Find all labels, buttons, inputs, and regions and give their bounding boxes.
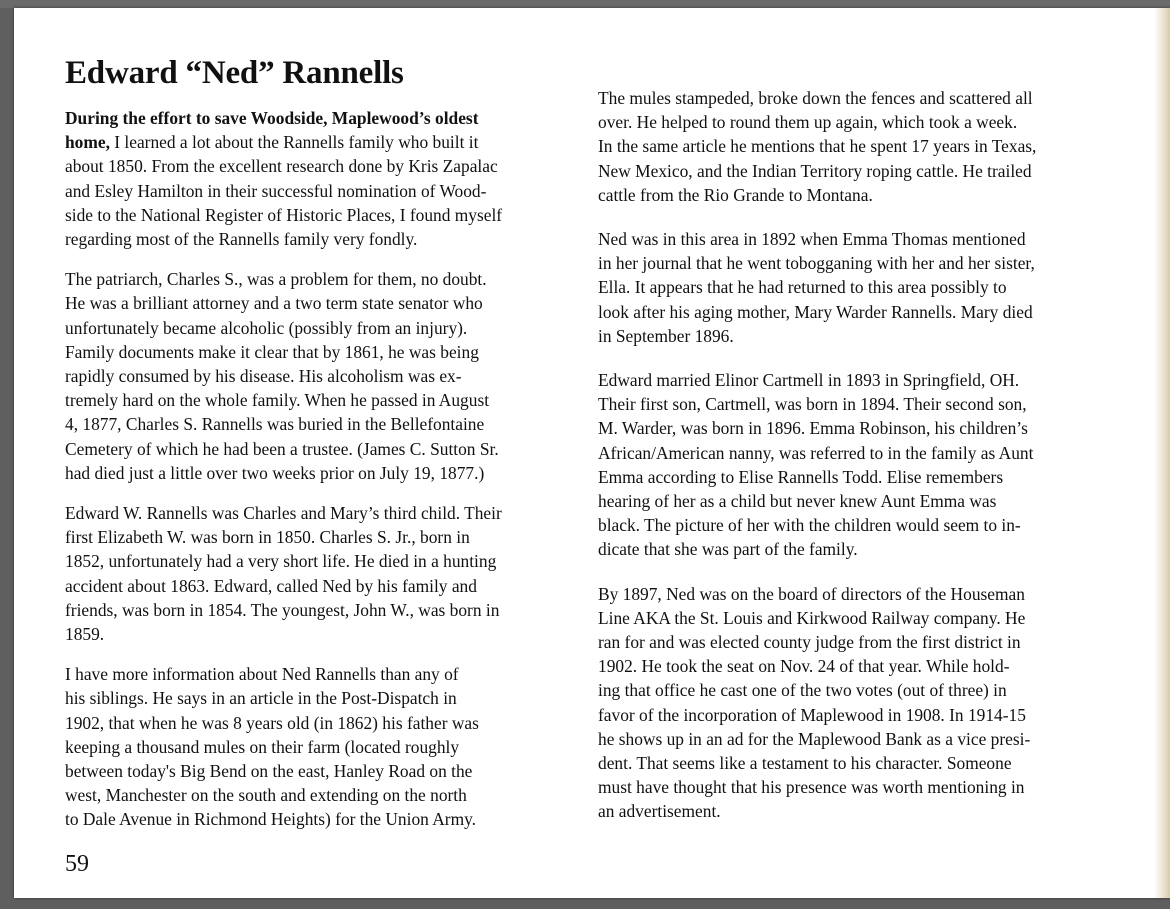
text-line: rapidly consumed by his disease. His alcoholism was ex- (65, 366, 462, 387)
text-line: Ella. It appears that he had returned to this area possibly to (598, 277, 1007, 298)
text-line: By 1897, Ned was on the board of directors of the Houseman (598, 583, 1025, 604)
text-line: dicate that she was part of the family. (598, 539, 858, 560)
text-line: look after his aging mother, Mary Warder Rannells. Mary died (598, 301, 1033, 322)
text-line: an advertisement. (598, 801, 721, 822)
viewer-top-bar (0, 0, 1170, 8)
text-line: Cemetery of which he had been a trustee. (James C. Sutton Sr. (65, 438, 499, 459)
text-line: to Dale Avenue in Richmond Heights) for the Union Army. (65, 809, 477, 830)
left-column (65, 106, 595, 832)
text-line: in September 1896. (598, 325, 734, 346)
text-fragment: I learned a lot about the Rannells family who built it (109, 132, 479, 153)
text-line: keeping a thousand mules on their farm (located roughly (65, 736, 460, 757)
adjacent-page-edge (1154, 8, 1170, 898)
text-line: Family documents make it clear that by 1861, he was being (65, 341, 479, 362)
text-line: African/American nanny, was referred to in the family as Aunt (598, 442, 1034, 463)
bold-lead-text: During the effort to save Woodside, Maplewood’s oldest (65, 108, 479, 128)
text-line: must have thought that his presence was worth mentioning in (598, 777, 1025, 798)
text-line: M. Warder, was born in 1896. Emma Robinson, his children’s (598, 418, 1028, 439)
text-line: 1902. He took the seat on Nov. 24 of that year. While hold- (598, 656, 1010, 677)
text-line: friends, was born in 1854. The youngest, John W., was born in (65, 599, 500, 620)
text-line (65, 106, 595, 130)
text-line: Ned was in this area in 1892 when Emma Thomas mentioned (598, 229, 1026, 250)
mules-paragraph (65, 662, 595, 831)
judge-paragraph (598, 582, 1138, 824)
page-number: 59 (65, 851, 89, 877)
text-line: Line AKA the St. Louis and Kirkwood Railway company. He (598, 607, 1026, 628)
text-line: Edward W. Rannells was Charles and Mary’s third child. Their (65, 503, 502, 524)
bold-lead-text: home, (65, 132, 110, 153)
patriarch-paragraph (65, 267, 595, 485)
page-title: Edward “Ned” Rannells (65, 55, 404, 91)
text-line: I have more information about Ned Rannells than any of (65, 664, 459, 685)
text-line: he shows up in an ad for the Maplewood Bank as a vice presi- (598, 728, 1031, 749)
text-line: about 1850. From the excellent research done by Kris Zapalac (65, 156, 498, 177)
text-line: regarding most of the Rannells family very fondly. (65, 229, 418, 250)
stampede-paragraph (598, 86, 1138, 207)
text-line: New Mexico, and the Indian Territory roping cattle. He trailed (598, 160, 1032, 181)
text-line: The mules stampeded, broke down the fences and scattered all (598, 88, 1033, 108)
text-line: between today's Big Bend on the east, Hanley Road on the (65, 761, 473, 782)
text-line: Emma according to Elise Rannells Todd. Elise remembers (598, 466, 1004, 487)
text-line: 1859. (65, 624, 105, 645)
text-line: 4, 1877, Charles S. Rannells was buried in the Bellefontaine (65, 414, 485, 435)
text-line: his siblings. He says in an article in the Post-Dispatch in (65, 688, 457, 709)
text-line: west, Manchester on the south and extending on the north (65, 785, 467, 806)
marriage-paragraph (598, 368, 1138, 562)
text-line: over. He helped to round them up again, which took a week. (598, 112, 1018, 133)
document-page (14, 8, 1170, 898)
children-paragraph (65, 501, 595, 646)
text-line: In the same article he mentions that he spent 17 years in Texas, (598, 136, 1037, 157)
text-line: ran for and was elected county judge from the first district in (598, 632, 1021, 653)
text-line: cattle from the Rio Grande to Montana. (598, 184, 873, 205)
text-line: hearing of her as a child but never knew Aunt Emma was (598, 491, 997, 512)
text-line: had died just a little over two weeks prior on July 19, 1877.) (65, 462, 485, 483)
text-line: ing that office he cast one of the two votes (out of three) in (598, 680, 1007, 701)
right-column (598, 86, 1138, 824)
text-line: Their first son, Cartmell, was born in 1894. Their second son, (598, 394, 1027, 415)
text-line: black. The picture of her with the children would seem to in- (598, 515, 1021, 536)
text-line: first Elizabeth W. was born in 1850. Charles S. Jr., born in (65, 527, 470, 548)
text-line: 1852, unfortunately had a very short life. He died in a hunting (65, 551, 497, 572)
text-line (65, 130, 595, 154)
text-line: side to the National Register of Historic Places, I found myself (65, 204, 503, 225)
text-line: dent. That seems like a testament to his character. Someone (598, 753, 1012, 774)
text-line: in her journal that he went tobogganing with her and her sister, (598, 253, 1035, 274)
text-line: tremely hard on the whole family. When he passed in August (65, 390, 490, 411)
text-line: favor of the incorporation of Maplewood in 1908. In 1914-15 (598, 704, 1026, 725)
tobogganing-paragraph (598, 227, 1138, 348)
text-line: accident about 1863. Edward, called Ned by his family and (65, 575, 477, 596)
text-line: 1902, that when he was 8 years old (in 1862) his father was (65, 712, 479, 733)
text-line: The patriarch, Charles S., was a problem for them, no doubt. (65, 269, 487, 290)
text-line: He was a brilliant attorney and a two term state senator who (65, 293, 483, 314)
text-line: and Esley Hamilton in their successful nomination of Wood- (65, 180, 487, 201)
text-line: unfortunately became alcoholic (possibly from an injury). (65, 317, 468, 338)
text-line: Edward married Elinor Cartmell in 1893 in Springfield, OH. (598, 370, 1020, 391)
intro-paragraph (65, 106, 595, 251)
